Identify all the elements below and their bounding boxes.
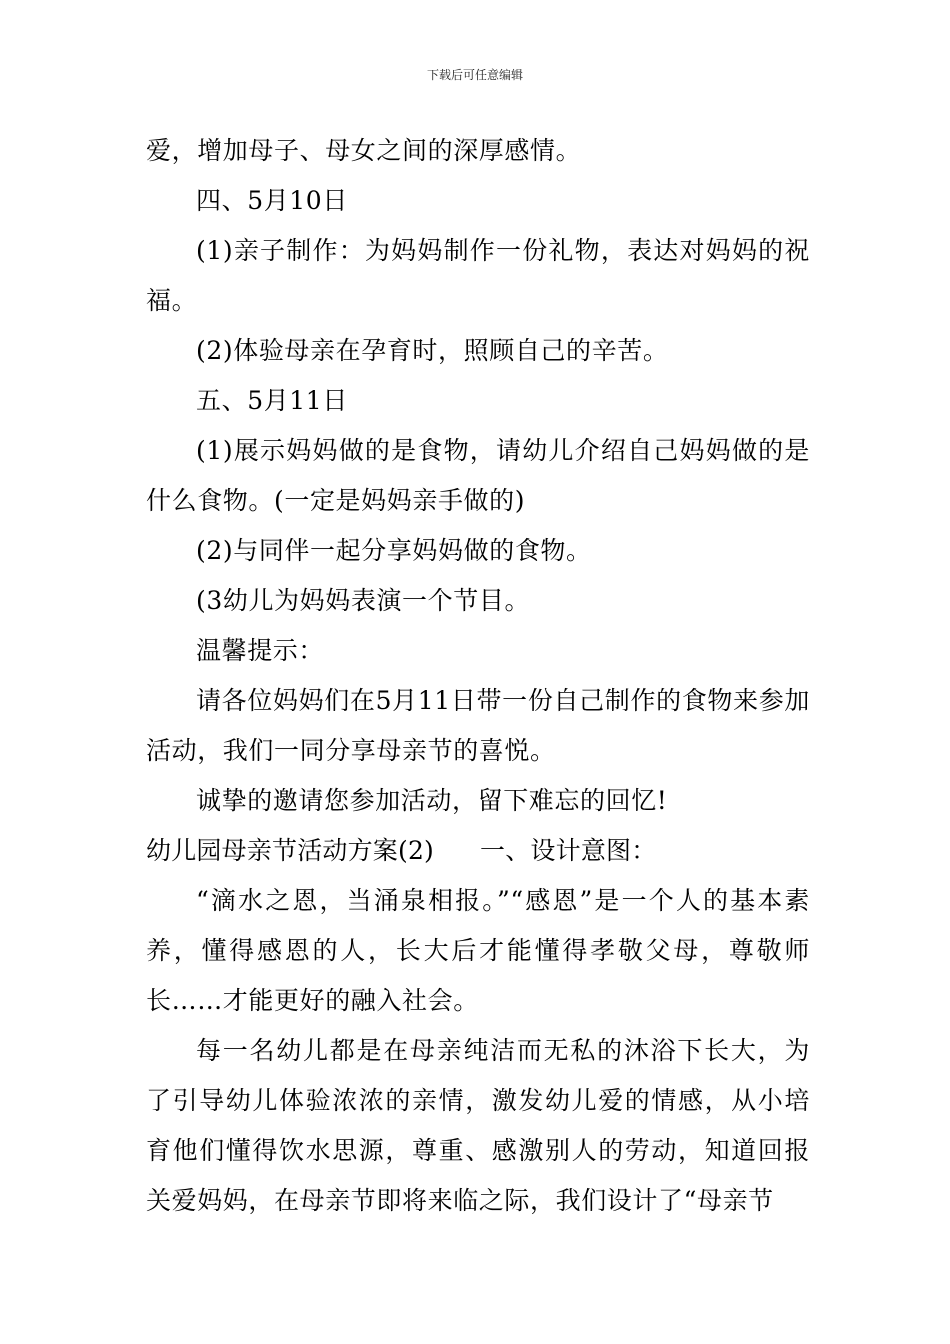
- paragraph: “滴水之恩，当涌泉相报。”“感恩”是一个人的基本素养，懂得感恩的人，长大后才能懂得孝敬父母，尊敬师长……才能更好的融入社会。: [146, 886, 810, 1015]
- paragraph: 请各位妈妈们在5月11日带一份自己制作的食物来参加活动，我们一同分享母亲节的喜悦。: [146, 686, 810, 765]
- paragraph: (2)体验母亲在孕育时，照顾自己的辛苦。: [196, 336, 669, 365]
- page-header: 下载后可任意编辑: [426, 68, 523, 82]
- paragraph: 爱，增加母子、母女之间的深厚感情。: [146, 136, 582, 165]
- paragraph: (1)亲子制作：为妈妈制作一份礼物，表达对妈妈的祝福。: [146, 236, 810, 315]
- paragraph: (2)与同伴一起分享妈妈做的食物。: [196, 536, 592, 565]
- paragraph: 诚挚的邀请您参加活动，留下难忘的回忆!: [196, 786, 668, 815]
- section-title-line: [146, 826, 810, 876]
- document-body: [146, 126, 810, 1226]
- section-heading-day-11: 五、5月11日: [196, 386, 348, 415]
- paragraph: (1)展示妈妈做的是食物，请幼儿介绍自己妈妈做的是什么食物。(一定是妈妈亲手做的): [146, 436, 810, 515]
- section-title: 幼儿园母亲节活动方案(2): [146, 836, 435, 865]
- tips-heading: 温馨提示：: [196, 636, 325, 665]
- section-subtitle: 一、设计意图：: [480, 836, 657, 865]
- paragraph: (3幼儿为妈妈表演一个节目。: [196, 586, 531, 615]
- paragraph: 每一名幼儿都是在母亲纯洁而无私的沐浴下长大，为了引导幼儿体验浓浓的亲情，激发幼儿爱的情感，从小培育他们懂得饮水思源，尊重、感激别人的劳动，知道回报关爱妈妈，在母亲节即将来临之际，我们设计了“母亲节: [146, 1036, 810, 1215]
- section-heading-day-10: 四、5月10日: [196, 186, 348, 215]
